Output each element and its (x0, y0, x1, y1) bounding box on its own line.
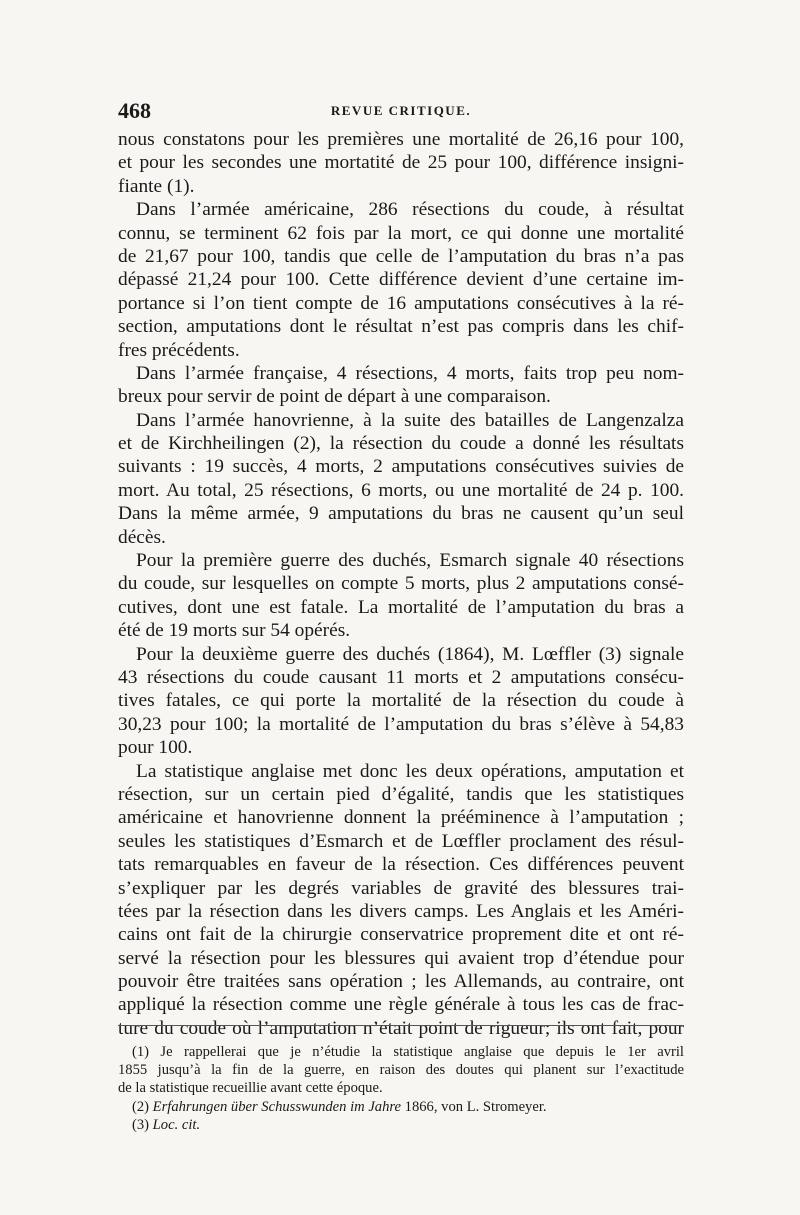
body-line: seules les statistiques d’Esmarch et de Lœffler proclament des résul- (118, 830, 684, 852)
body-line: Dans l’armée hanovrienne, à la suite des batailles de Langenzalza (136, 409, 684, 431)
footnote-marker: (3) (132, 1116, 153, 1133)
body-line: portance si l’on tient compte de 16 amputations consécutives à la ré- (118, 292, 684, 314)
body-line: section, amputations dont le résultat n’est pas compris dans les chif- (118, 316, 684, 338)
body-line: décès. (118, 526, 166, 548)
body-line: appliqué la résection comme une règle générale à tous les cas de frac- (118, 994, 684, 1016)
body-line: La statistique anglaise met donc les deux opérations, amputation et (136, 760, 684, 782)
body-line: cutives, dont une est fatale. La mortalité de l’amputation du bras a (118, 596, 684, 618)
body-line: fres précédents. (118, 339, 240, 361)
body-line: de 21,67 pour 100, tandis que celle de l’amputation du bras n’a pas (118, 245, 684, 267)
body-line: et de Kirchheilingen (2), la résection du coude a donné les résultats (118, 433, 684, 455)
body-line: Dans la même armée, 9 amputations du bras ne causent qu’un seul (118, 503, 684, 525)
body-line: servé la résection pour les blessures qui avaient trop d’étendue pour (118, 947, 684, 969)
body-line: connu, se terminent 62 fois par la mort, ce qui donne une mortalité (118, 222, 684, 244)
body-line: dépassé 21,24 pour 100. Cette différence devient d’une certaine im- (118, 269, 684, 291)
body-line: 30,23 pour 100; la mortalité de l’amputation du bras s’élève à 54,83 (118, 713, 684, 735)
body-line: fiante (1). (118, 175, 195, 197)
body-line: suivants : 19 succès, 4 morts, 2 amputations consécutives suivies de (118, 456, 684, 478)
body-line: tives fatales, ce qui porte la mortalité de la résection du coude à (118, 690, 684, 712)
footnote-line: 1855 jusqu’à la fin de la guerre, en raison des doutes qui planent sur l’exactitude (118, 1062, 684, 1079)
body-line: été de 19 morts sur 54 opérés. (118, 620, 351, 642)
body-line: Pour la deuxième guerre des duchés (1864), M. Lœffler (3) signale (136, 643, 684, 665)
body-line: tats remarquables en faveur de la résection. Ces différences peuvent (118, 854, 684, 876)
running-title: REVUE CRITIQUE. (330, 103, 472, 118)
body-text (118, 128, 684, 1040)
body-line: Pour la première guerre des duchés, Esmarch signale 40 résections (136, 550, 684, 572)
body-line: résection, sur un certain pied d’égalité, tandis que les statistiques (118, 783, 684, 805)
footnote-line: de la statistique recueillie avant cette époque. (118, 1080, 383, 1097)
body-line: Dans l’armée américaine, 286 résections du coude, à résultat (136, 199, 684, 221)
body-line: nous constatons pour les premières une mortalité de 26,16 pour 100, (118, 129, 684, 150)
body-line: du coude, sur lesquelles on compte 5 morts, plus 2 amputations consé- (118, 573, 684, 595)
body-line: et pour les secondes une mortatité de 25 pour 100, différence insigni- (118, 152, 684, 174)
body-line: ture du coude où l’amputation n’était point de rigueur; ils ont fait, pour (118, 1017, 684, 1039)
body-line: s’expliquer par les degrés variables de gravité des blessures trai- (118, 877, 684, 899)
body-line: pour 100. (118, 737, 193, 759)
page-header (118, 98, 684, 122)
body-line: 43 résections du coude causant 11 morts et 2 amputations consécu- (118, 666, 684, 688)
body-line: cains ont fait de la chirurgie conservatrice proprement dite et ont ré- (118, 924, 684, 946)
footnote-marker: (2) (132, 1098, 153, 1115)
footnotes (118, 1043, 684, 1134)
body-line: tées par la résection dans les divers camps. Les Anglais et les Améri- (118, 900, 684, 922)
footnote-text: 1866, von L. Stromeyer. (401, 1098, 547, 1115)
body-line: américaine et hanovrienne donnent la prééminence à l’amputation ; (118, 807, 684, 829)
footnote-3 (118, 1116, 684, 1134)
body-line: breux pour servir de point de départ à une comparaison. (118, 386, 551, 408)
body-line: pouvoir être traitées sans opération ; les Allemands, au contraire, ont (118, 971, 684, 993)
footnote-rule (118, 1025, 684, 1026)
footnote-2 (118, 1098, 684, 1116)
body-line: mort. Au total, 25 résections, 6 morts, ou une mortalité de 24 p. 100. (118, 479, 684, 501)
footnote-book-title: Erfahrungen über Schusswunden im Jahre (152, 1098, 402, 1115)
body-line: Dans l’armée française, 4 résections, 4 morts, faits trop peu nom- (136, 362, 684, 384)
footnote-citation: Loc. cit. (152, 1116, 201, 1133)
page-number: 468 (118, 98, 151, 123)
footnote-line: (1) Je rappellerai que je n’étudie la statistique anglaise que depuis le 1er avril (132, 1044, 684, 1060)
